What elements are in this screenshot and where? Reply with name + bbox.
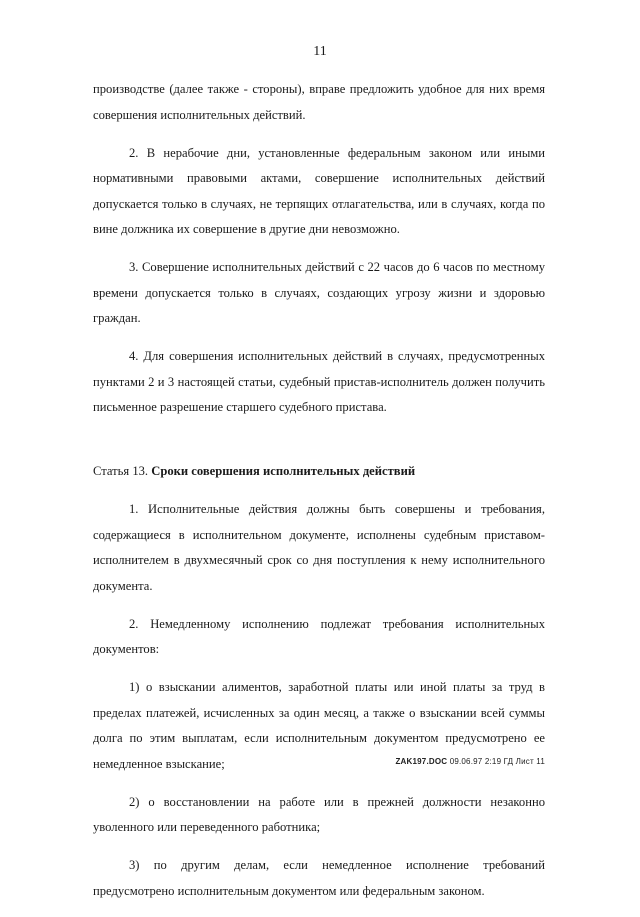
article-subitem-1: 1) о взыскании алиментов, заработной платы или иной платы за труд в пределах платежей, исчисленных за один месяц, а также о взыскании всей суммы долга по этим выплатам, если исполнительным документом предусмотрено ее немедленное взыскание; xyxy=(93,680,545,771)
paragraph-item-4: 4. Для совершения исполнительных действий в случаях, предусмотренных пунктами 2 и 3 настоящей статьи, судебный пристав-исполнитель должен получить письменное разрешение старшего судебного пристава. xyxy=(93,349,545,414)
paragraph-item-3: 3. Совершение исполнительных действий с 22 часов до 6 часов по местному времени допускается только в случаях, создающих угрозу жизни и здоровью граждан. xyxy=(93,260,545,325)
article-label: Статья 13. xyxy=(93,464,149,478)
article-paragraph-2: 2. Немедленному исполнению подлежат требования исполнительных документов: xyxy=(93,616,545,656)
footer-stamp: 09.06.97 2:19 ГД Лист 11 xyxy=(449,757,545,766)
article-subitem-3: 3) по другим делам, если немедленное исполнение требований предусмотрено исполнительным документом или федеральным законом. xyxy=(93,858,545,898)
paragraph-continuation: производстве (далее также - стороны), вправе предложить удобное для них время совершения исполнительных действий. xyxy=(93,82,545,122)
section-spacer xyxy=(93,433,545,459)
document-body xyxy=(93,77,545,917)
article-heading xyxy=(93,459,545,485)
paragraph-item-2: 2. В нерабочие дни, установленные федеральным законом или иными нормативными правовыми актами, совершение исполнительных действий допускается только в случаях, не терпящих отлагательства, или в случаях, когда по вине должника их совершение в другие дни невозможно. xyxy=(93,145,545,236)
article-paragraph-1: 1. Исполнительные действия должны быть совершены и требования, содержащиеся в исполнительном документе, исполнены судебным приставом-исполнителем в двухмесячный срок со дня поступления к нему исполнительного документа. xyxy=(93,502,545,593)
article-title: Сроки совершения исполнительных действий xyxy=(151,464,416,478)
page-number: 11 xyxy=(313,44,327,59)
footer-doc-name: ZAK197.DOC xyxy=(395,757,448,766)
document-footer xyxy=(395,757,545,766)
article-subitem-2: 2) о восстановлении на работе или в прежней должности незаконно уволенного или переведенного работника; xyxy=(93,794,545,834)
